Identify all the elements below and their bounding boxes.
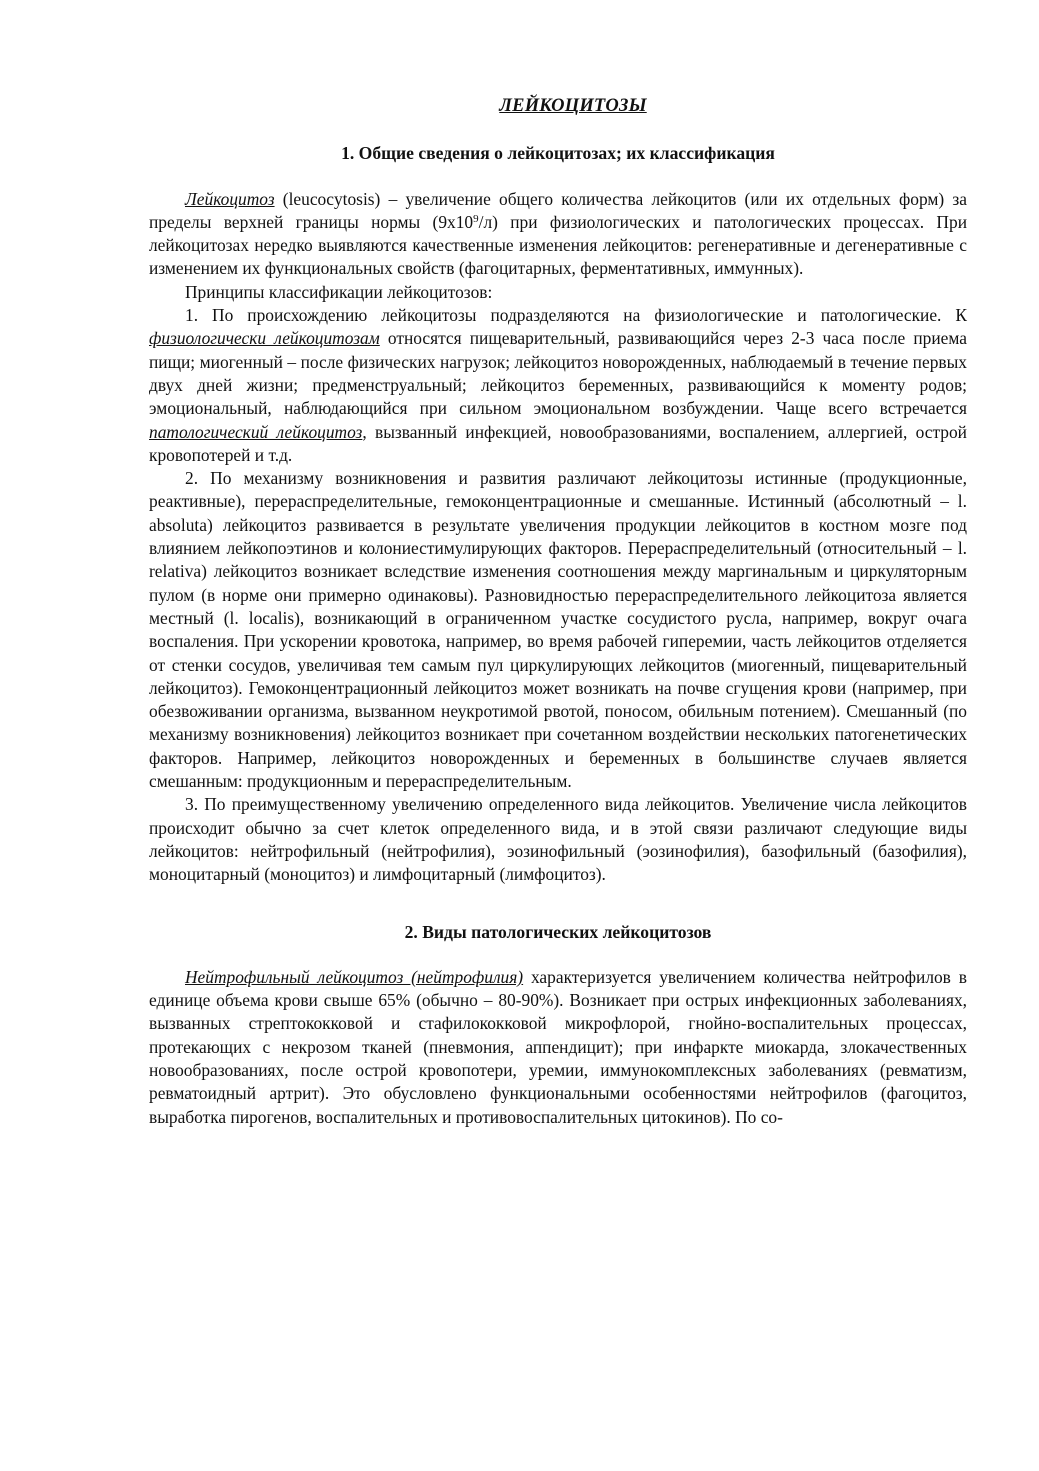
definition-text-b: /л) при физиологических и патологических процессах. При лейкоцитозах нередко выявляются качественные изменения лейкоцитов: регенеративные и дегенеративные с изменением их функциональных свойств (фагоцитарных, ферментативных, иммунных). — [149, 211, 967, 279]
section-1-paragraph-origin — [149, 304, 967, 467]
section-1-paragraph-principles: Принципы классификации лейкоцитозов: — [185, 281, 493, 302]
section-2-heading: 2. Виды патологических лейкоцитозов — [404, 921, 712, 942]
section-1-paragraph-mechanism: 2. По механизму возникновения и развития различают лейкоцитозы истинные (продукционные, реактивные), перераспределительные, гемоконцентрационные и смешанные. Истинный (абсолютный – l. absoluta) лейкоцитоз развивается в результате увеличения продукции лейкоцитов в костном мозге под влиянием лейкопоэтинов и колониестимулирующих факторов. Перераспределительный (относительный – l. relativa) лейкоцитоз возникает вследствие изменения соотношения между маргинальным и циркуляторным пулом (в норме они примерно одинаковы). Разновидностью перераспределительного лейкоцитоза является местный (l. localis), возникающий в ограниченном участке сосудистого русла, например, вокруг очага воспаления. При ускорении кровотока, например, во время рабочей гиперемии, часть лейкоцитов отделяется от стенки сосудов, увеличивая тем самым пул циркулирующих лейкоцитов (миогенный, пищеварительный лейкоцитоз). Гемоконцентрационный лейкоцитоз может возникать на почве сгущения крови (например, при обезвоживании организма, вызванном неукротимой рвотой, поносом, обильным потением). Смешанный (по механизму возникновения) лейкоцитоз возникает при сочетанном воздействии нескольких патогенетических факторов. Например, лейкоцитоз новорожденных и беременных в большинстве случаев является смешанным: продукционным и перераспределительным. — [149, 468, 967, 792]
section-1-paragraph-cell-type: 3. По преимущественному увеличению определенного вида лейкоцитов. Увеличение числа лейкоцитов происходит обычно за счет клеток определенного вида, и в этой связи различают следующие виды лейкоцитов: нейтрофильный (нейтрофилия), эозинофильный (эозинофилия), базофильный (базофилия), моноцитарный (моноцитоз) и лимфоцитарный (лимфоцитоз). — [149, 794, 967, 885]
term-neutrophilic-leukocytosis: Нейтрофильный лейкоцитоз (нейтрофилия) — [185, 966, 524, 987]
section-1-heading: 1. Общие сведения о лейкоцитозах; их классификация — [341, 143, 775, 164]
exponent-superscript: 9 — [473, 212, 479, 225]
document-page — [149, 95, 967, 1129]
term-physiological-leukocytosis: физиологически лейкоцитозам — [149, 328, 380, 349]
origin-text-b: относятся пищеварительный, развивающийся через 2-3 часа после приема пищи; миогенный – после физических нагрузок; лейкоцитоз новорожденных, наблюдаемый в течение первых двух дней жизни; предменструальный; лейкоцитоз беременных, развивающийся к моменту родов; эмоциональный, наблюдающийся при сильном эмоциональном возбуждении. Чаще всего встречается — [149, 328, 967, 419]
definition-text-a: (leucocytosis) – увеличение общего количества лейкоцитов (или их отдельных форм) за пределы верхней границы нормы (9х10 — [149, 188, 967, 232]
term-leukocytosis: Лейкоцитоз — [185, 188, 275, 209]
origin-text-c: , вызванный инфекцией, новообразованиями, воспалением, аллергией, острой кровопотерей и т.д. — [149, 421, 967, 465]
section-1-paragraph-definition — [149, 188, 967, 281]
section-2-paragraph-neutrophilia — [149, 966, 967, 1129]
neutrophilia-text: характеризуется увеличением количества нейтрофилов в единице объема крови свыше 65% (обычно – 80-90%). Возникает при острых инфекционных заболеваниях, вызванных стрептококковой и стафилококковой микрофлорой, гнойно-воспалительных процессах, протекающих с некрозом тканей (пневмония, аппендицит); при инфаркте миокарда, злокачественных новообразованиях, после острой кровопотери, уремии, иммунокомплексных заболеваниях (ревматизм, ревматоидный артрит). Это обусловлено функциональными особенностями нейтрофилов (фагоцитоз, выработка пирогенов, воспалительных и противовоспалительных цитокинов). По со- — [149, 966, 967, 1127]
term-pathological-leukocytosis: патологический лейкоцитоз — [149, 421, 363, 442]
document-title: ЛЕЙКОЦИТОЗЫ — [499, 96, 647, 116]
origin-text-a: 1. По происхождению лейкоцитозы подразделяются на физиологические и патологические. К — [185, 305, 967, 326]
